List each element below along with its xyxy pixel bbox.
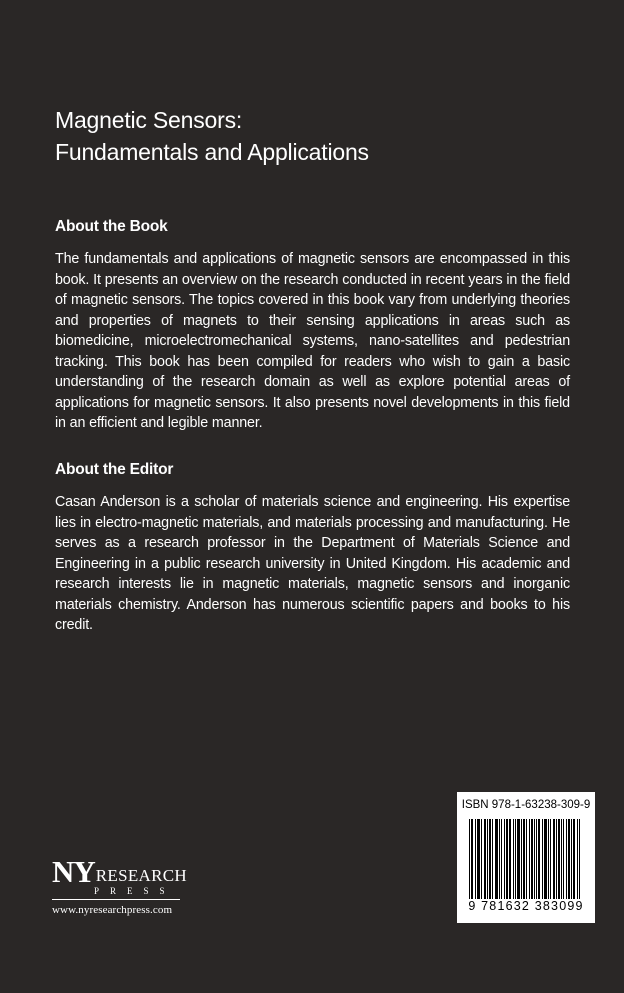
book-title-line1: Magnetic Sensors: — [55, 107, 243, 133]
barcode-bar — [568, 819, 569, 899]
barcode-bar — [559, 819, 560, 899]
barcode-bar — [534, 819, 535, 899]
barcode-bar — [495, 819, 496, 899]
book-title — [55, 104, 575, 168]
barcode-bar — [556, 819, 557, 899]
barcode-bar — [501, 819, 502, 899]
publisher-url: www.nyresearchpress.com — [52, 904, 173, 916]
barcode-bar — [484, 819, 485, 899]
barcode-bar — [471, 819, 472, 899]
barcode-bar — [487, 819, 488, 899]
about-book-text: The fundamentals and applications of magnetic sensors are encompassed in this book. It presents an overview on the research conducted in recent years in the field of magnetic sensors. The topics covered in this book vary from underlying theories and properties of magnets to their sensing applications in areas such as biomedicine, microelectromechanical systems, nano-satellites and pedestrian tracking. This book has been compiled for readers who wish to gain a basic understanding of the research domain as well as explore potential areas of applications for magnetic sensors. It also presents novel developments in this field in an efficient and legible manner. — [55, 251, 570, 431]
barcode-bar — [574, 819, 575, 899]
barcode-bar — [544, 819, 545, 899]
barcode-bars — [469, 819, 583, 899]
barcode-bar — [526, 819, 527, 899]
logo-press: PRESS — [94, 886, 176, 896]
barcode-bar — [545, 819, 546, 899]
barcode-bar — [542, 819, 543, 899]
barcode-bar — [481, 819, 482, 899]
barcode-bar — [515, 819, 516, 899]
barcode-bar — [553, 819, 554, 899]
barcode-bar — [523, 819, 524, 899]
book-title-line2: Fundamentals and Applications — [55, 139, 369, 165]
barcode-bar — [558, 819, 559, 899]
barcode-bar — [521, 819, 522, 899]
barcode-bar — [573, 819, 574, 899]
barcode-bar — [546, 819, 547, 899]
barcode-bar — [529, 819, 530, 899]
barcode-bar — [469, 819, 470, 899]
barcode-bar — [499, 819, 500, 899]
barcode-bar — [518, 819, 519, 899]
barcode-bar — [539, 819, 540, 899]
logo-research: RESEARCH — [95, 866, 187, 885]
barcode-bar — [532, 819, 533, 899]
barcode-bar — [478, 819, 479, 899]
barcode-bar — [566, 819, 567, 899]
barcode-bar — [569, 819, 570, 899]
barcode-bar — [507, 819, 508, 899]
logo-divider — [52, 899, 180, 900]
barcode-bar — [536, 819, 537, 899]
barcode-box — [457, 792, 595, 923]
barcode-bar — [524, 819, 525, 899]
barcode-bar — [579, 819, 580, 899]
barcode-bar — [561, 819, 562, 899]
barcode-bar — [477, 819, 478, 899]
barcode-bar — [472, 819, 473, 899]
barcode-bar — [577, 819, 578, 899]
logo-ny: NY — [52, 854, 95, 889]
barcode-bar — [504, 819, 505, 899]
barcode-bar — [479, 819, 480, 899]
barcode-bar — [531, 819, 532, 899]
barcode-bar — [489, 819, 490, 899]
about-editor-heading: About the Editor — [55, 461, 174, 478]
barcode-bar — [550, 819, 551, 899]
barcode-bar — [538, 819, 539, 899]
barcode-bar — [554, 819, 555, 899]
about-book-heading: About the Book — [55, 218, 168, 235]
barcode-bar — [485, 819, 486, 899]
barcode-bar — [497, 819, 498, 899]
barcode-bar — [475, 819, 476, 899]
barcode-bar — [496, 819, 497, 899]
barcode-bar — [519, 819, 520, 899]
about-editor-text: Casan Anderson is a scholar of materials science and engineering. His expertise lies in electro-magnetic materials, and materials processing and manufacturing. He serves as a research professor in the Department of Materials Science and Engineering in a public research university in United Kingdom. His academic and research interests lie in magnetic materials, magnetic sensors and inorganic materials chemistry. Anderson has numerous scientific papers and books to his credit. — [55, 494, 570, 633]
barcode-bar — [492, 819, 493, 899]
barcode-bar — [490, 819, 491, 899]
barcode-bar — [506, 819, 507, 899]
barcode-bar — [517, 819, 518, 899]
barcode-bar — [513, 819, 514, 899]
barcode-bar — [571, 819, 572, 899]
barcode-bar — [548, 819, 549, 899]
barcode-number: 9 781632 383099 — [468, 899, 584, 913]
isbn-label: ISBN 978-1-63238-309-9 — [461, 799, 591, 811]
barcode-bar — [509, 819, 510, 899]
barcode-bar — [563, 819, 564, 899]
publisher-logo — [52, 856, 192, 916]
barcode-bar — [510, 819, 511, 899]
